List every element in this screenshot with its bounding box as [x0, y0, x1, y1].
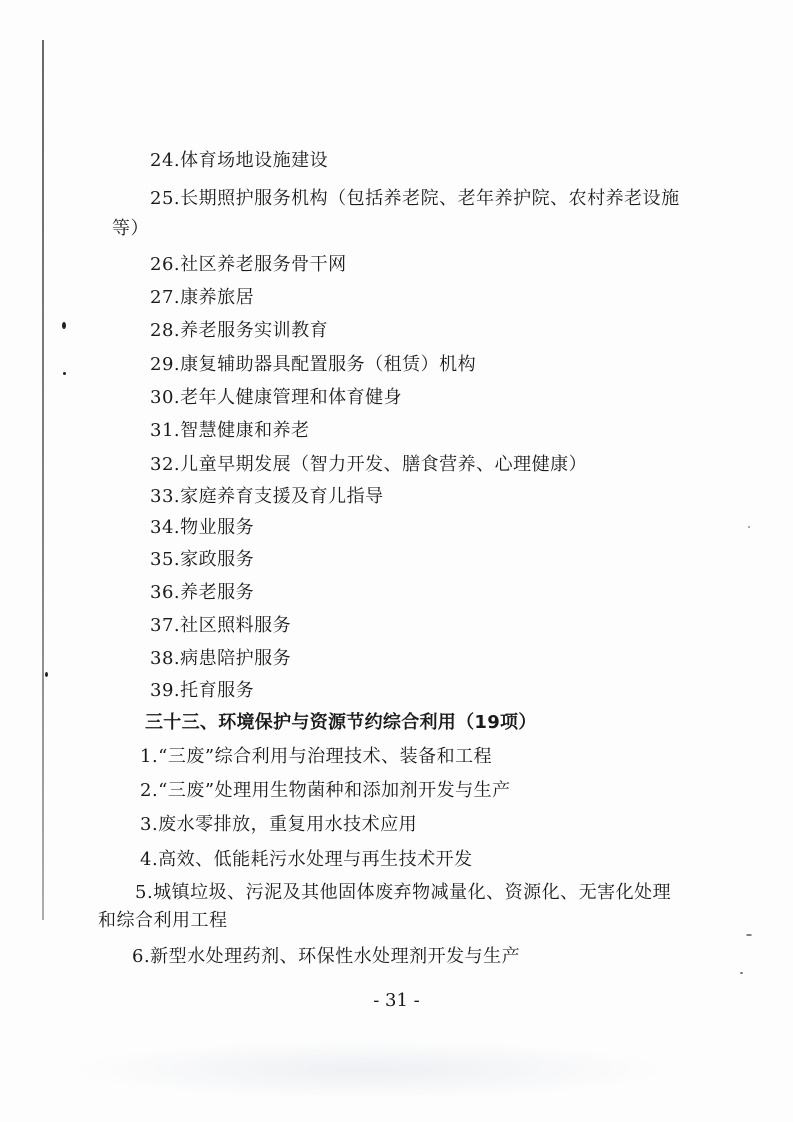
list-item: 34.物业服务	[150, 517, 255, 538]
list-item: 1.“三废”综合利用与治理技术、装备和工程	[140, 746, 493, 767]
list-item: 25.长期照护服务机构（包括养老院、老年养护院、农村养老设施	[150, 188, 680, 209]
list-item: 27.康养旅居	[150, 287, 255, 308]
list-item: 36.养老服务	[150, 582, 255, 603]
list-item: 2.“三废”处理用生物菌种和添加剂开发与生产	[140, 780, 511, 801]
list-item: 4.高效、低能耗污水处理与再生技术开发	[140, 849, 473, 870]
list-item: 6.新型水处理药剂、环保性水处理剂开发与生产	[132, 946, 521, 967]
list-item: 29.康复辅助器具配置服务（租赁）机构	[150, 354, 477, 375]
scan-smudge	[70, 1040, 670, 1100]
list-item: 37.社区照料服务	[150, 615, 292, 636]
list-item: 3.废水零排放，重复用水技术应用	[140, 814, 418, 835]
list-item: 38.病患陪护服务	[150, 648, 292, 669]
binding-edge	[42, 40, 44, 920]
list-item: 24.体育场地设施建设	[150, 150, 329, 171]
list-item: 31.智慧健康和养老	[150, 420, 310, 441]
list-item-continuation: 等）	[112, 218, 149, 239]
scan-speck	[748, 526, 750, 528]
list-item: 39.托育服务	[150, 680, 255, 701]
scan-speck	[740, 972, 743, 974]
list-item: 35.家政服务	[150, 549, 255, 570]
list-item: 5.城镇垃圾、污泥及其他固体废弃物减量化、资源化、无害化处理	[135, 882, 672, 903]
list-item: 30.老年人健康管理和体育健身	[150, 387, 403, 408]
list-item: 28.养老服务实训教育	[150, 320, 329, 341]
scan-speck	[45, 672, 48, 677]
list-item-continuation: 和综合利用工程	[98, 910, 228, 931]
page-number: - 31 -	[373, 990, 420, 1011]
section-heading: 三十三、环境保护与资源节约综合利用（19项）	[145, 712, 537, 733]
scan-speck	[746, 934, 752, 936]
list-item: 32.儿童早期发展（智力开发、膳食营养、心理健康）	[150, 454, 588, 475]
scan-speck	[62, 322, 66, 329]
list-item: 33.家庭养育支援及育儿指导	[150, 486, 384, 507]
scan-speck	[63, 372, 66, 375]
list-item: 26.社区养老服务骨干网	[150, 254, 347, 275]
